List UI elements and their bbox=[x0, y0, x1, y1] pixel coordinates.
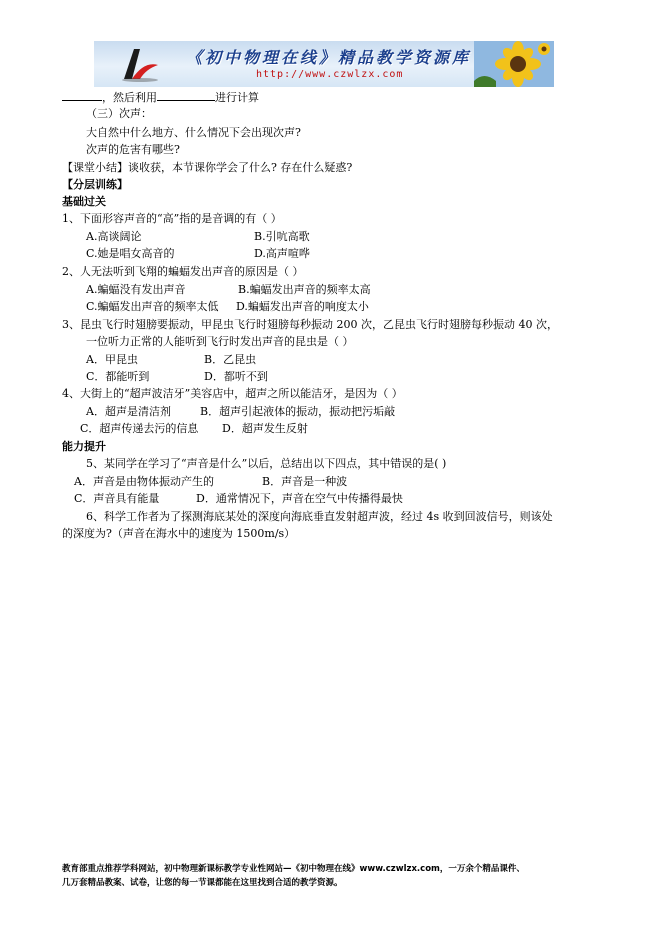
header-banner bbox=[94, 41, 554, 87]
footer-line-1: 教育部重点推荐学科网站，初中物理新课标教学专业性网站—《初中物理在线》www.czwlzx.com，一万余个精品课件、 bbox=[62, 864, 525, 874]
q5-option-c[interactable]: C．声音具有能量 bbox=[74, 492, 160, 505]
section-3-heading: （三）次声： bbox=[86, 107, 152, 120]
banner-url[interactable]: http://www.czwlzx.com bbox=[256, 69, 404, 80]
blank-2[interactable] bbox=[157, 89, 215, 101]
q5-option-d[interactable]: D．通常情况下，声音在空气中传播得最快 bbox=[196, 492, 403, 505]
q3-option-d[interactable]: D．都听不到 bbox=[204, 370, 268, 383]
q2-option-a[interactable]: A.蝙蝠没有发出声音 bbox=[86, 283, 186, 296]
question-2-stem: 2、人无法听到飞翔的蝙蝠发出声音的原因是（ ） bbox=[62, 265, 304, 278]
q3-option-c[interactable]: C．都能听到 bbox=[86, 370, 150, 383]
lesson-summary: 【课堂小结】谈收获，本节课你学会了什么? 存在什么疑惑? bbox=[62, 161, 353, 174]
question-6-line-1: 6、科学工作者为了探测海底某处的深度向海底垂直发射超声波，经过 4s 收到回波信号，则该处 bbox=[86, 510, 553, 523]
section-3-question-1: 大自然中什么地方、什么情况下会出现次声? bbox=[86, 126, 301, 139]
footer-line-2: 几万套精品教案、试卷，让您的每一节课都能在这里找到合适的教学资源。 bbox=[62, 878, 343, 888]
q1-option-c[interactable]: C.她是唱女高音的 bbox=[86, 247, 175, 260]
q4-option-b[interactable]: B．超声引起液体的振动，振动把污垢敲 bbox=[200, 405, 396, 418]
q4-option-a[interactable]: A．超声是清洁剂 bbox=[86, 405, 171, 418]
q1-option-b[interactable]: B.引吭高歌 bbox=[254, 230, 310, 243]
sunflower-icon bbox=[474, 41, 554, 87]
q4-option-d[interactable]: D．超声发生反射 bbox=[222, 422, 308, 435]
fill-blank-line: ，然后利用 进行计算 bbox=[62, 89, 259, 106]
q3-option-b[interactable]: B．乙昆虫 bbox=[204, 353, 257, 366]
q5-option-a[interactable]: A．声音是由物体振动产生的 bbox=[74, 475, 214, 488]
q5-option-b[interactable]: B．声音是一种波 bbox=[262, 475, 348, 488]
q3-option-a[interactable]: A．甲昆虫 bbox=[86, 353, 138, 366]
q2-option-c[interactable]: C.蝙蝠发出声音的频率太低 bbox=[86, 300, 219, 313]
blank-1[interactable] bbox=[62, 89, 102, 101]
q1-option-d[interactable]: D.高声喧哗 bbox=[254, 247, 310, 260]
question-1-stem: 1、下面形容声音的“高”指的是音调的有（ ） bbox=[62, 212, 282, 225]
question-3-stem: 3、昆虫飞行时翅膀要振动，甲昆虫飞行时翅膀每秒振动 200 次，乙昆虫飞行时翅膀每秒振动 40 次， bbox=[62, 318, 558, 331]
question-5-stem: 5、某同学在学习了“声音是什么”以后，总结出以下四点，其中错误的是( ) bbox=[86, 457, 447, 470]
question-6-line-2: 的深度为?（声音在海水中的速度为 1500m/s） bbox=[62, 527, 296, 540]
q2-option-b[interactable]: B.蝙蝠发出声音的频率太高 bbox=[238, 283, 371, 296]
q1-option-a[interactable]: A.高谈阔论 bbox=[86, 230, 142, 243]
banner-title: 《初中物理在线》精品教学资源库 bbox=[186, 48, 472, 67]
advanced-title: 能力提升 bbox=[62, 440, 106, 453]
basic-title: 基础过关 bbox=[62, 195, 106, 208]
site-logo-icon bbox=[118, 45, 162, 83]
section-3-question-2: 次声的危害有哪些? bbox=[86, 143, 180, 156]
q4-option-c[interactable]: C．超声传递去污的信息 bbox=[80, 422, 199, 435]
practice-title: 【分层训练】 bbox=[62, 178, 128, 191]
q2-option-d[interactable]: D.蝙蝠发出声音的响度太小 bbox=[236, 300, 369, 313]
question-3-stem-2: 一位听力正常的人能听到飞行时发出声音的昆虫是（ ） bbox=[86, 335, 354, 348]
question-4-stem: 4、大街上的“超声波洁牙”美容店中，超声之所以能洁牙，是因为（ ） bbox=[62, 387, 403, 400]
page-footer bbox=[62, 862, 622, 890]
